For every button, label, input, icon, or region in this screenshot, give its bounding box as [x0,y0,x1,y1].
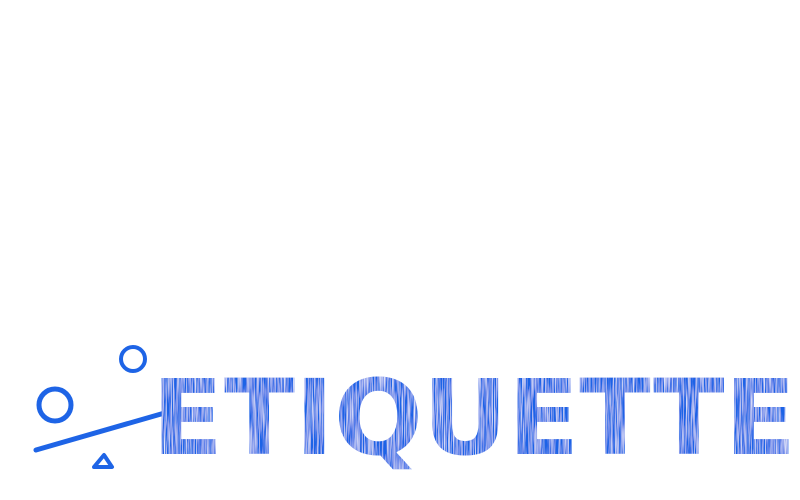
fulcrum-triangle-shape [94,455,112,467]
wordmark-text: ETIQUETTE [152,360,796,470]
right-circle-shape [121,347,145,371]
seesaw-beam-shape [36,412,168,450]
left-circle-shape [39,389,71,421]
wordmark [150,360,800,470]
